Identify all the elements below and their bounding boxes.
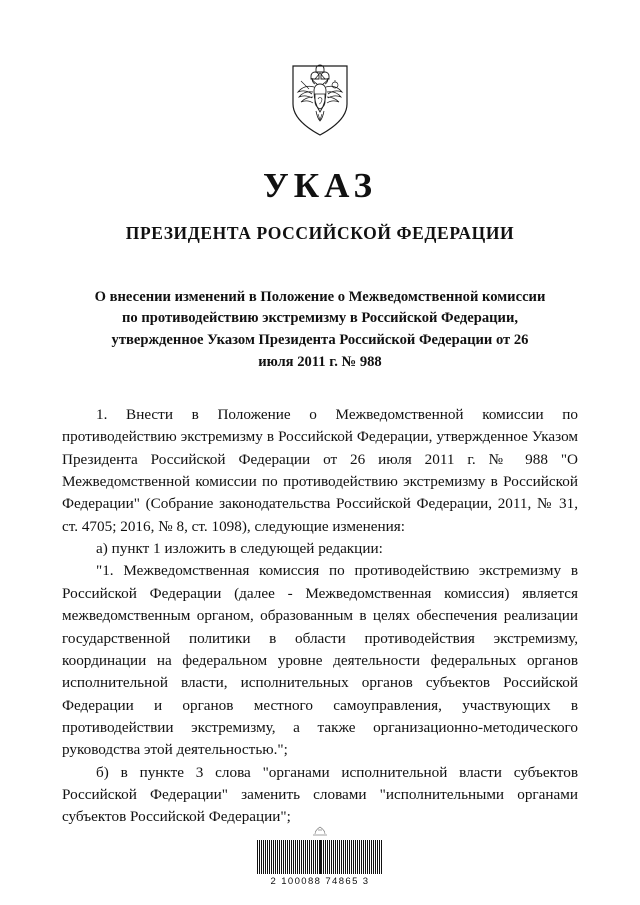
document-heading: О внесении изменений в Положение о Межведомственной комиссии по противодействию экстремизму в Российской Федерации, утвержденное Указом Президента Российской Федерации от 26 июля 2011 г. № 988: [94, 288, 546, 371]
barcode-digits: 2 100088 74865 3: [270, 876, 370, 887]
official-mark-icon: [307, 826, 333, 838]
document-footer: [0, 826, 640, 887]
barcode: [257, 840, 383, 874]
page-subtitle: ПРЕЗИДЕНТА РОССИЙСКОЙ ФЕДЕРАЦИИ: [125, 223, 515, 243]
page-title: УКАЗ: [263, 166, 377, 205]
russian-coat-of-arms-icon: [285, 56, 355, 140]
body-paragraph: а) пункт 1 изложить в следующей редакции:: [96, 540, 383, 558]
body-paragraph: "1. Межведомственная комиссия по противодействию экстремизму в Российской Федерации (далее - Межведомственная комиссия) является межведомственным органом, образованным в целях обеспечения реализации государственной политики в области противодействия экстремизму, координации на федеральном уровне деятельности федеральных органов исполнительной власти, исполнительных органов субъектов Российской Федерации и органов местного самоуправления, участвующих в противодействии экстремизму, а также организационно-методического руководства этой деятельностью.";: [62, 562, 578, 759]
body-paragraph: 1. Внести в Положение о Межведомственной комиссии по противодействию экстремизму в Российской Федерации, утвержденное Указом Президента Российской Федерации от 26 июля 2011 г. № 988 "О Межведомственной комиссии по противодействию экстремизму в Российской Федерации" (Собрание законодательства Российской Федерации, 2011, № 31, ст. 4705; 2016, № 8, ст. 1098), следующие изменения:: [62, 406, 578, 535]
emblem-container: [62, 56, 578, 142]
body-paragraph: б) в пункте 3 слова "органами исполнительной власти субъектов Российской Федерации" заменить словами "исполнительными органами субъектов Российской Федерации";: [62, 763, 578, 826]
document-body: [62, 404, 578, 829]
